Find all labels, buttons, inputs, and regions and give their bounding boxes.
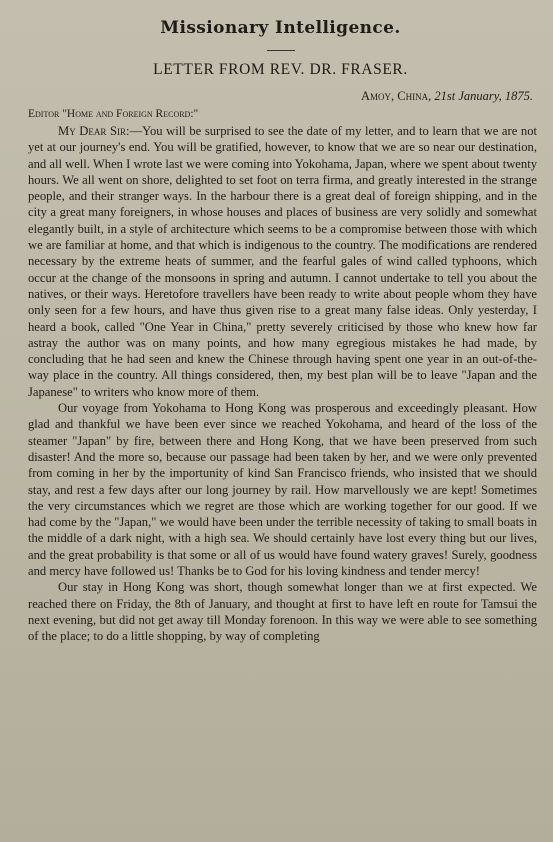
editor-line: Editor "Home and Foreign Record:" [28,108,199,120]
letter-body [28,123,537,645]
letter-title: LETTER FROM REV. DR. FRASER. [153,61,408,78]
dateline-date: 21st January, 1875. [434,89,533,103]
paragraph-3: Our stay in Hong Kong was short, though somewhat longer than we at first expected. We reached there on Friday, the 8th of January, and thought at first to have left en route for Tamsui the next evening, but did not get away till Monday forenoon. In this way we were able to see something of the place; to do a little shopping, by way of completing [28,580,537,644]
salutation: My Dear Sir:— [58,124,143,138]
masthead-rule [267,50,295,51]
dateline-place: Amoy, China, [361,89,432,103]
paragraph-1-text: You will be surprised to see the date of my letter, and to learn that we are not yet at our journey's end. You will be gratified, however, to know that we are so near our destination, and all well. When I wrote last we were coming into Yokohama, Japan, where we spent about twenty hours. We all went on shore, delighted to set foot on terra firma, and greatly interested in the strange people, and their stranger ways. In the harbour there is a great deal of foreign shipping, and in the city a great many foreigners, in whose houses and places of business are very solidly and somewhat elegantly built, in a style of architecture which seems to be a compromise between those with which we are familiar at home, and that which is indigenous to the country. The modifications are rendered necessary by the extreme heats of summer, and the fearful gales of wind called typhoons, which occur at the change of the monsoons in spring and autumn. I cannot undertake to tell you about the natives, or their ways. Heretofore travellers have been ready to write about people whom they have only seen for a few hours, and have thus given rise to a great many false ideas. Only yesterday, I heard a book, called "One Year in China," pretty severely criticised by those who knew how far astray the author was on many points, and how many egregious mistakes he had made, by concluding that he had seen and knew the Chinese through having spent one year in an out-of-the-way place in the country. All things considered, then, my best plan will be to leave "Japan and the Japanese" to writers who know more of them. [28,124,537,399]
dateline [22,89,533,104]
paragraph-1 [28,123,537,400]
paragraph-2: Our voyage from Yokohama to Hong Kong was prosperous and exceedingly pleasant. How glad and thankful we have been ever since we reached Yokohama, and heard of the loss of the steamer "Japan" by fire, between there and Hong Kong, that we have been preserved from such disaster! And the more so, because our passage had been taken by her, and we were only prevented from coming in her by the importunity of kind San Francisco friends, who insisted that we should stay, and rest a few days after our long journey by rail. How marvellously we are kept! Sometimes the very circumstances which we regret are those which are working together for our good. If we had come by the "Japan," we would have been under the terrible necessity of taking to small boats in the middle of a dark night, with a high sea. We should certainly have lost every thing but our lives, and the great probability is that some or all of us would have found watery graves! Surely, goodness and mercy have followed us! Thanks be to God for his loving kindness and tender mercy! [28,401,537,579]
masthead: Missionary Intelligence. [160,18,401,38]
